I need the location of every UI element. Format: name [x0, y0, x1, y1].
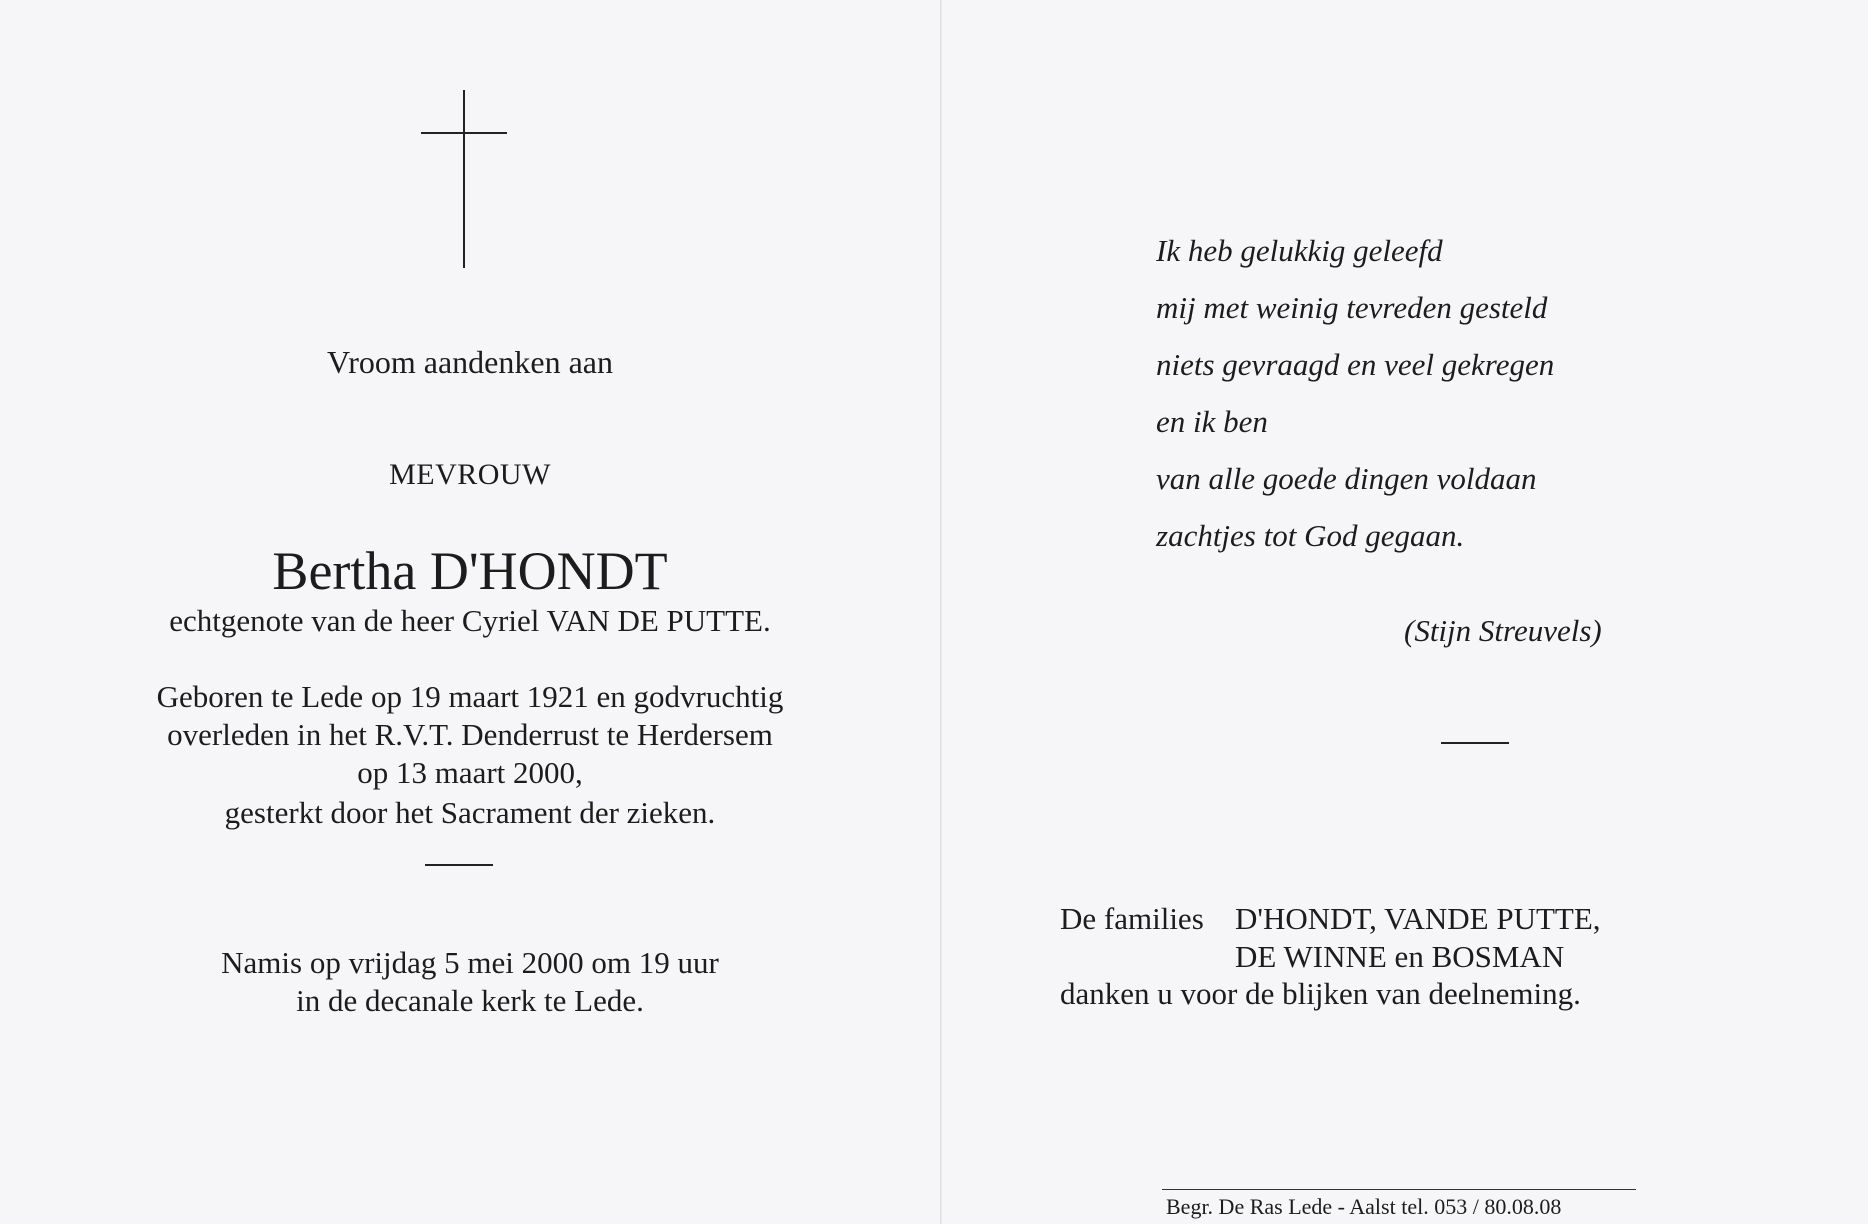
poem-line: en ik ben [1156, 404, 1268, 439]
footer-rule [1162, 1189, 1636, 1190]
poem-line: Ik heb gelukkig geleefd [1156, 233, 1443, 268]
birth-line: Geboren te Lede op 19 maart 1921 en godvruchtig [156, 679, 784, 714]
mass-line: Namis op vrijdag 5 mei 2000 om 19 uur [221, 945, 719, 980]
divider [1441, 742, 1509, 744]
families-names: D'HONDT, VANDE PUTTE, [1235, 901, 1601, 936]
birth-line: overleden in het R.V.T. Denderrust te Herdersem [167, 717, 773, 752]
poem-line: zachtjes tot God gegaan. [1156, 518, 1465, 553]
poem-line: mij met weinig tevreden gesteld [1156, 290, 1548, 325]
birth-line: op 13 maart 2000, [357, 755, 583, 790]
thanks-line: danken u voor de blijken van deelneming. [1060, 976, 1581, 1011]
spouse-line: echtgenote van de heer Cyriel VAN DE PUTTE. [169, 603, 771, 638]
divider [425, 864, 493, 866]
intro-text: Vroom aandenken aan [327, 344, 613, 380]
honorific-title: MEVROUW [389, 458, 551, 491]
right-panel [942, 0, 1868, 1224]
families-names: DE WINNE en BOSMAN [1235, 939, 1565, 974]
poem-line: van alle goede dingen voldaan [1156, 461, 1537, 496]
mass-line: in de decanale kerk te Lede. [296, 983, 644, 1018]
cross-icon [421, 90, 507, 270]
deceased-name: Bertha D'HONDT [272, 541, 668, 601]
families-label: De families [1060, 901, 1204, 936]
undertaker-info: Begr. De Ras Lede - Aalst tel. 053 / 80.08.08 [1166, 1194, 1562, 1219]
poem-line: niets gevraagd en veel gekregen [1156, 347, 1555, 382]
poem-author: (Stijn Streuvels) [1404, 613, 1602, 648]
birth-line: gesterkt door het Sacrament der zieken. [224, 795, 716, 830]
